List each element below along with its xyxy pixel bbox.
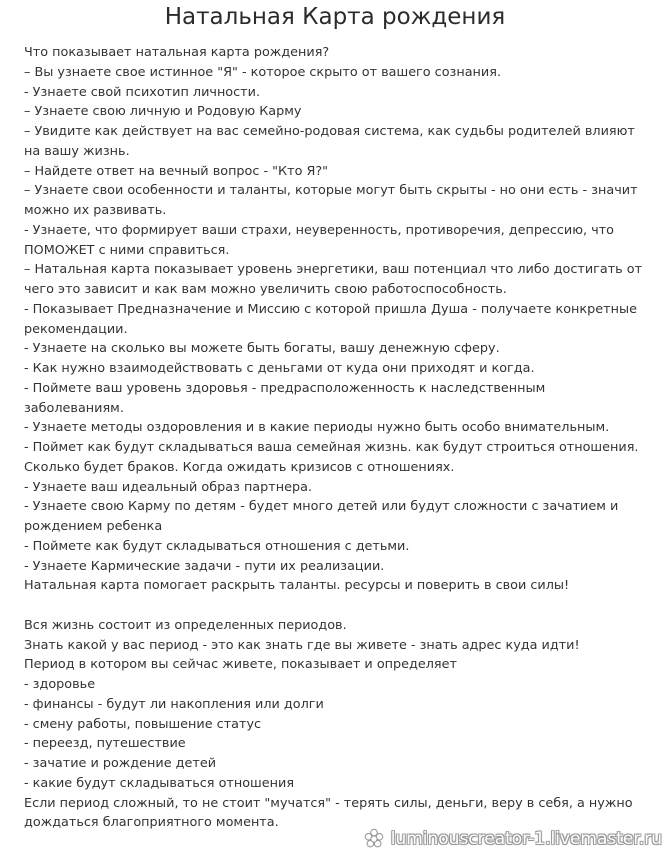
text-line: Период в котором вы сейчас живете, показывает и определяет bbox=[24, 657, 457, 673]
text-line: Вся жизнь состоит из определенных периодов. bbox=[24, 617, 347, 633]
text-line: - здоровье bbox=[24, 677, 96, 692]
text-line: Знать какой у вас период - это как знать где вы живете - знать адрес куда идти! bbox=[24, 637, 580, 653]
watermark-text: luminouscreator-1.livemaster.ru bbox=[390, 829, 662, 849]
document-title: Натальная Карта рождения bbox=[164, 4, 506, 30]
text-line: - Узнаете свою Карму по детям - будет много детей или будут сложности с зачатием и bbox=[24, 499, 619, 515]
text-line: - Узнаете методы оздоровления и в какие периоды нужно быть особо внимательным. bbox=[24, 420, 610, 436]
text-line: можно их развивать. bbox=[24, 203, 167, 218]
text-line: - Как нужно взаимодействовать с деньгами от куда они приходят и когда. bbox=[24, 361, 535, 376]
text-line: - Узнаете, что формирует ваши страхи, неуверенность, противоречия, депрессию, что bbox=[24, 222, 615, 238]
text-line: чего это зависит и как вам можно увеличить свою работоспособность. bbox=[24, 282, 507, 297]
text-line: - Поймет как будут складываться ваша семейная жизнь. как будут строиться отношения. bbox=[24, 440, 639, 455]
text-line: - Поймете ваш уровень здоровья - предрасположенность к наследственным bbox=[24, 380, 546, 396]
text-line: - Узнаете на сколько вы можете быть богаты, вашу денежную сферу. bbox=[24, 341, 500, 357]
text-line: Что показывает натальная карта рождения? bbox=[24, 45, 330, 60]
text-line: – Найдете ответ на вечный вопрос - "Кто Я?" bbox=[24, 163, 329, 179]
text-line: дождаться благоприятного момента. bbox=[24, 815, 279, 831]
text-line: - Узнаете Кармические задачи - пути их реализации. bbox=[24, 558, 385, 574]
text-line: - Показывает Предназначение и Миссию с которой пришла Душа - получаете конкретные bbox=[24, 301, 637, 317]
text-line: Сколько будет браков. Когда ожидать кризисов с отношениях. bbox=[24, 459, 455, 475]
text-line: рекомендации. bbox=[24, 321, 128, 337]
text-line: - какие будут складываться отношения bbox=[24, 775, 295, 791]
text-line: ПОМОЖЕТ с ними справиться. bbox=[24, 242, 230, 258]
text-line: Если период сложный, то не стоит "мучатся" - терять силы, деньги, веру в себя, а нужно bbox=[24, 795, 633, 811]
text-line: Натальная карта помогает раскрыть таланты. ресурсы и поверить в свои силы! bbox=[24, 578, 570, 594]
text-line: - Узнаете свой психотип личности. bbox=[24, 84, 261, 100]
text-line: заболеваниям. bbox=[24, 400, 124, 416]
text-line: – Натальная карта показывает уровень энергетики, ваш потенциал что либо достигать от bbox=[24, 262, 643, 278]
document-body bbox=[24, 43, 652, 833]
text-line: - Поймете как будут складываться отношения с детьми. bbox=[24, 538, 410, 554]
text-line: – Увидите как действует на вас семейно-родовая система, как судьбы родителей влияют bbox=[24, 124, 635, 139]
blank-line bbox=[24, 596, 652, 616]
text-line: - финансы - будут ли накопления или долги bbox=[24, 696, 324, 712]
text-line: – Вы узнаете свое истинное "Я" - которое скрыто от вашего сознания. bbox=[24, 64, 502, 80]
watermark bbox=[363, 827, 662, 851]
text-line: на вашу жизнь. bbox=[24, 143, 130, 159]
text-line: - Узнаете ваш идеальный образ партнера. bbox=[24, 479, 312, 495]
flower-logo-icon bbox=[363, 828, 385, 850]
text-line: - переезд, путешествие bbox=[24, 736, 186, 752]
text-line: - смену работы, повышение статус bbox=[24, 716, 262, 732]
text-line: - зачатие и рождение детей bbox=[24, 756, 217, 771]
text-line: рождением ребенка bbox=[24, 519, 163, 534]
text-line: – Узнаете свои особенности и таланты, которые могут быть скрыты - но они есть - значит bbox=[24, 183, 638, 199]
text-line: – Узнаете свою личную и Родовую Карму bbox=[24, 104, 302, 120]
